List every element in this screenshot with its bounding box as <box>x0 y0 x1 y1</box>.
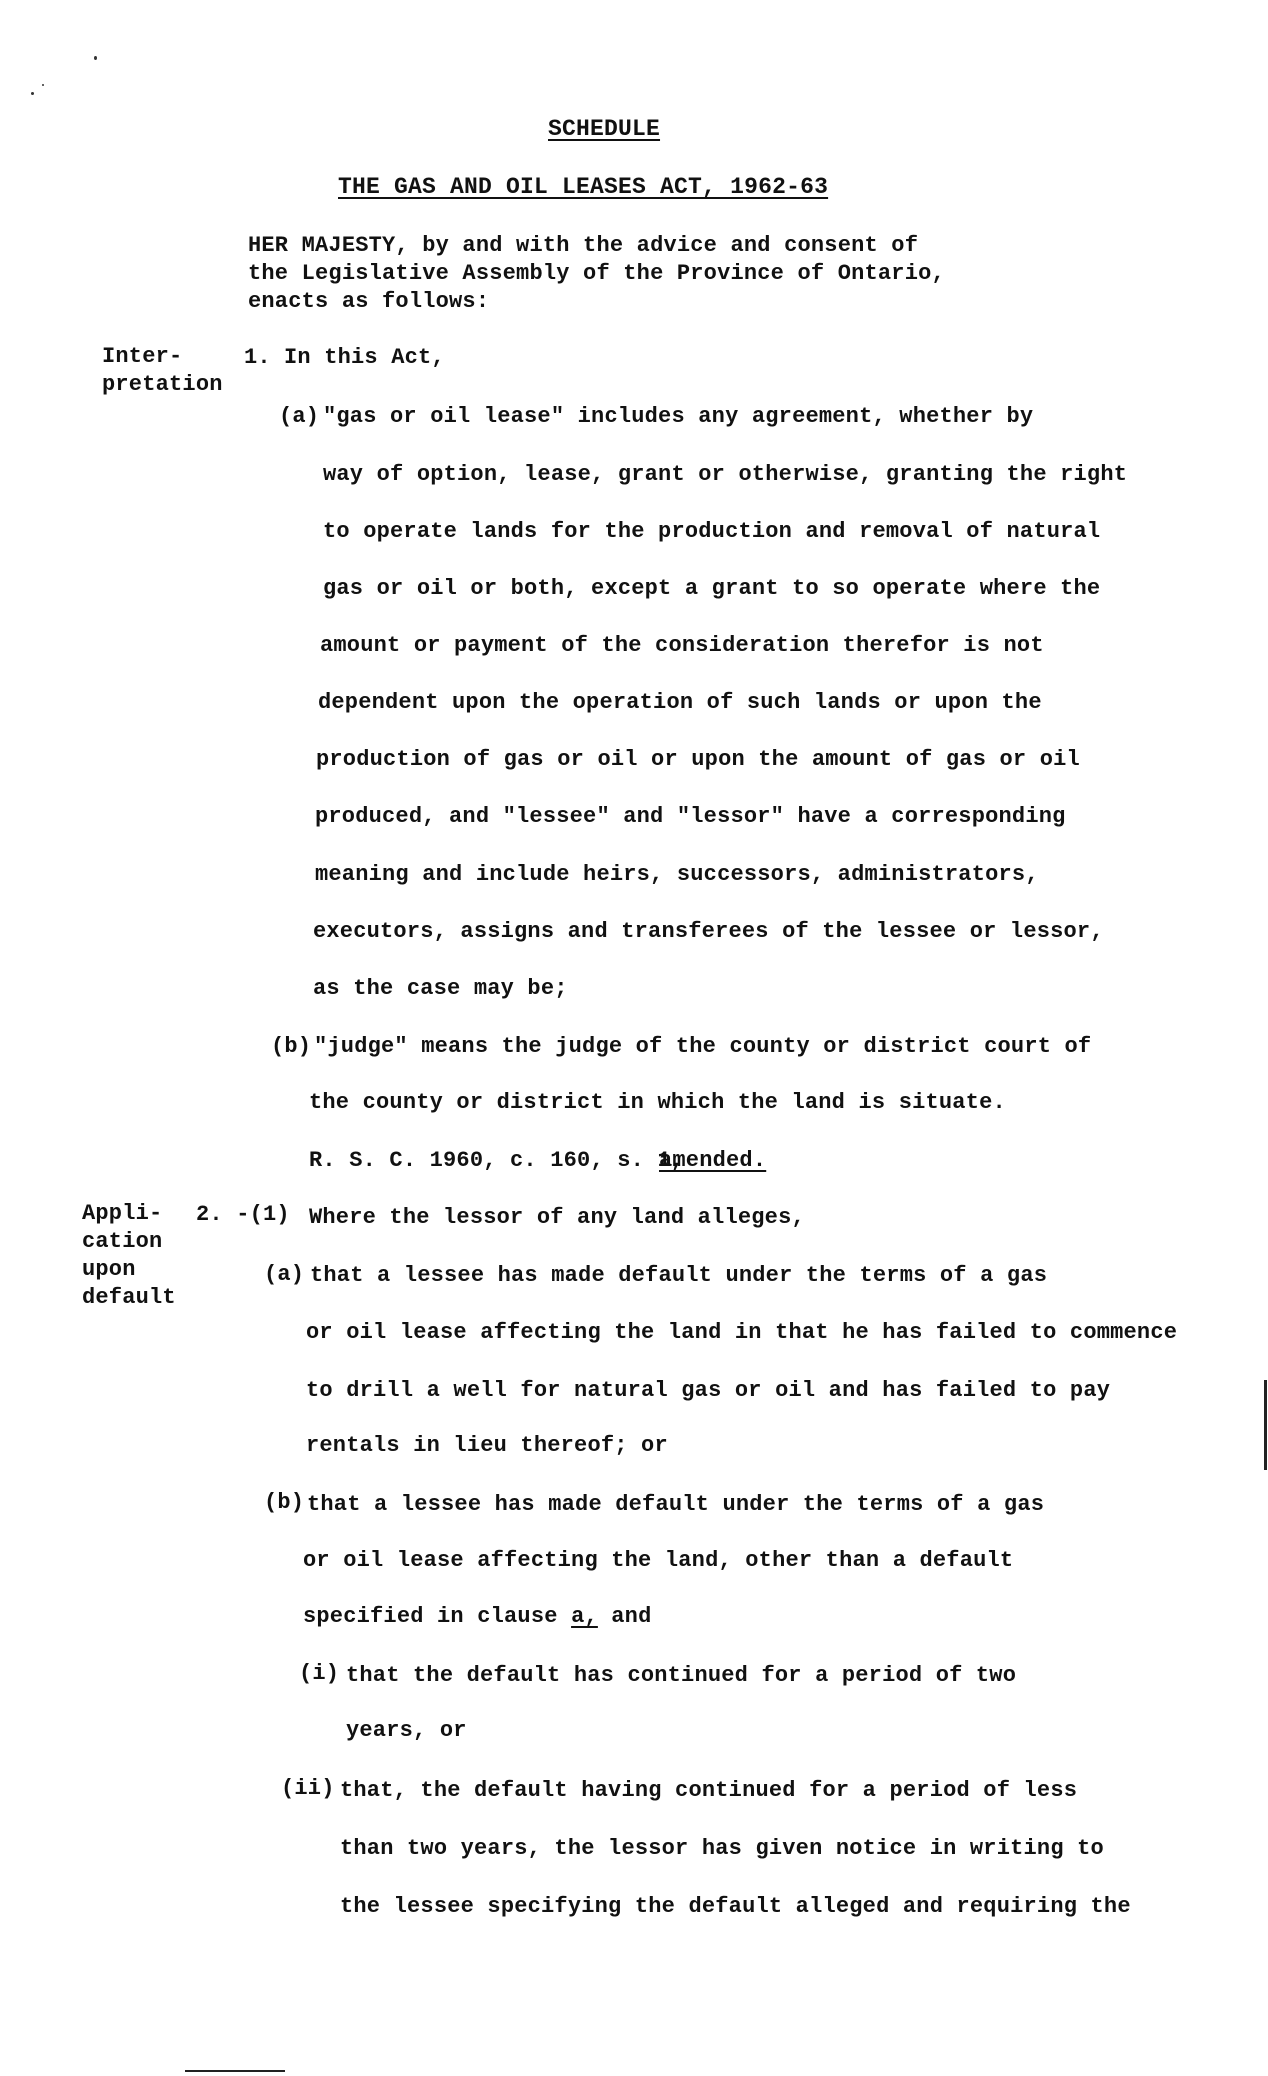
margin-note: upon <box>82 1257 136 1282</box>
clause-line: the county or district in which the land is situate. <box>309 1090 1006 1115</box>
margin-note: default <box>82 1285 176 1310</box>
clause-label: (b) <box>264 1490 305 1515</box>
citation: R. S. C. 1960, c. 160, s. 1, <box>309 1148 685 1173</box>
subclause-line: that, the default having continued for a period of less <box>340 1778 1078 1803</box>
clause-line: executors, assigns and transferees of the lessee or lessor, <box>313 919 1104 944</box>
subclause-label: (ii) <box>281 1776 335 1801</box>
subclause-line: than two years, the lessor has given notice in writing to <box>340 1836 1104 1861</box>
clause-line: production of gas or oil or upon the amount of gas or oil <box>316 747 1080 772</box>
clause-line: to drill a well for natural gas or oil and has failed to pay <box>306 1378 1111 1403</box>
clause-line-text: specified in clause <box>303 1604 558 1629</box>
margin-note: Appli- <box>82 1201 163 1226</box>
citation-note: amended. <box>659 1148 767 1173</box>
margin-note: cation <box>82 1229 163 1254</box>
section-intro: Where the lessor of any land alleges, <box>309 1205 805 1230</box>
subclause-line: that the default has continued for a period of two <box>346 1663 1017 1688</box>
clause-line: "judge" means the judge of the county or district court of <box>314 1034 1092 1059</box>
clause-line: way of option, lease, grant or otherwise, granting the right <box>323 462 1128 487</box>
section-number: 2. -(1) <box>196 1202 290 1227</box>
clause-line: amount or payment of the consideration therefor is not <box>320 633 1044 658</box>
scan-edge-mark <box>1264 1380 1267 1470</box>
clause-line: to operate lands for the production and removal of natural <box>323 519 1101 544</box>
preamble-line: enacts as follows: <box>248 289 490 314</box>
scan-speck <box>42 84 44 86</box>
subclause-line: the lessee specifying the default alleged and requiring the <box>340 1894 1131 1919</box>
scan-speck <box>31 92 34 95</box>
clause-line: rentals in lieu thereof; or <box>306 1433 668 1458</box>
clause-line: "gas or oil lease" includes any agreement, whether by <box>323 404 1034 429</box>
schedule-heading: SCHEDULE <box>548 116 661 142</box>
clause-label: (b) <box>271 1034 312 1059</box>
clause-label: (a) <box>264 1262 305 1287</box>
scan-bottom-rule <box>185 2070 285 2072</box>
clause-line: or oil lease affecting the land in that he has failed to commence <box>306 1320 1178 1345</box>
preamble-line: the Legislative Assembly of the Province of Ontario, <box>248 261 945 286</box>
clause-line: that a lessee has made default under the terms of a gas <box>310 1263 1048 1288</box>
clause-line: produced, and "lessee" and "lessor" have a corresponding <box>315 804 1066 829</box>
preamble-line: HER MAJESTY, by and with the advice and consent of <box>248 233 919 258</box>
clause-line: gas or oil or both, except a grant to so operate where the <box>323 576 1101 601</box>
scan-speck <box>94 56 97 60</box>
clause-reference: a, <box>571 1604 598 1629</box>
clause-line: dependent upon the operation of such lands or upon the <box>318 690 1042 715</box>
clause-line: or oil lease affecting the land, other than a default <box>303 1548 1014 1573</box>
subclause-label: (i) <box>299 1661 340 1686</box>
clause-line: meaning and include heirs, successors, administrators, <box>315 862 1039 887</box>
clause-line: that a lessee has made default under the terms of a gas <box>307 1492 1045 1517</box>
margin-note: pretation <box>102 372 223 397</box>
subclause-line: years, or <box>346 1718 467 1743</box>
act-title: THE GAS AND OIL LEASES ACT, 1962-63 <box>338 174 829 200</box>
clause-line: as the case may be; <box>313 976 568 1001</box>
section-intro: In this Act, <box>284 345 445 370</box>
clause-line <box>303 1604 652 1630</box>
clause-label: (a) <box>279 404 320 429</box>
margin-note: Inter- <box>102 344 183 369</box>
section-number: 1. <box>244 345 271 370</box>
clause-line-text: and <box>611 1604 652 1629</box>
